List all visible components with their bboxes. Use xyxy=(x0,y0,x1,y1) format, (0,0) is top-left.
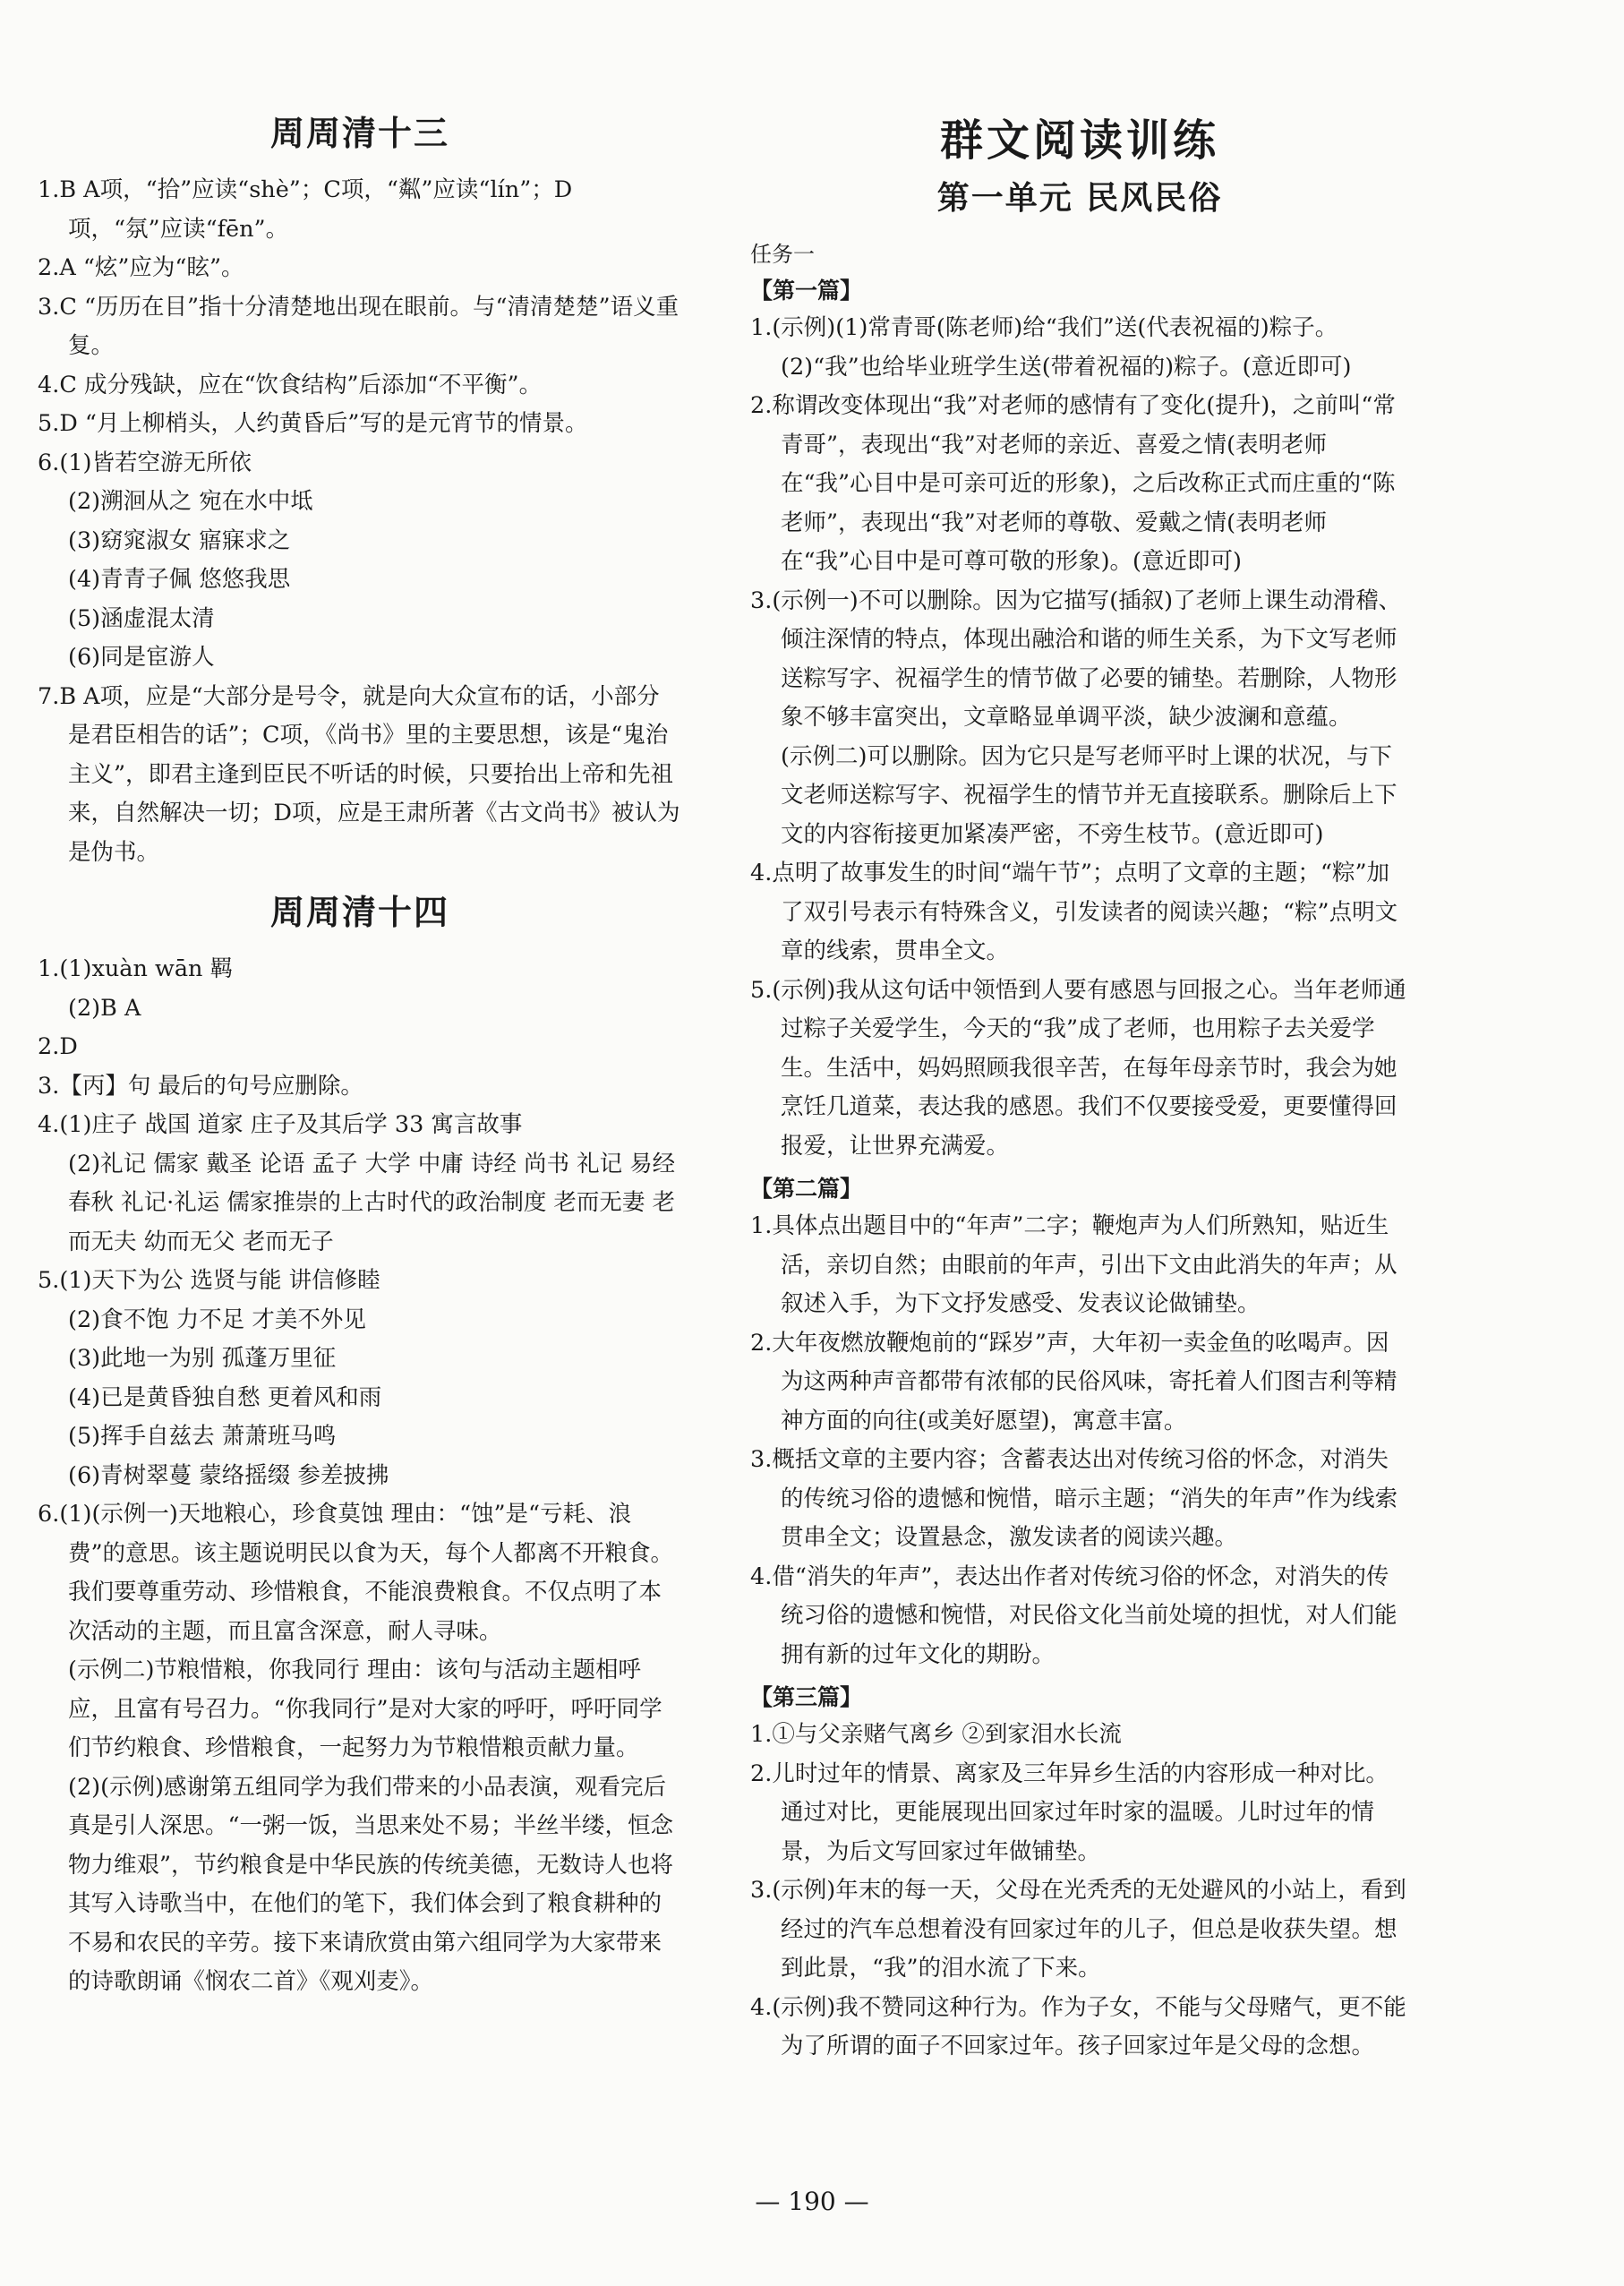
part-3-heading: 【第三篇】 xyxy=(750,1684,863,1710)
answer-item: (5)挥手自兹去 萧萧班马鸣 xyxy=(68,1423,337,1450)
answer-item: 4.(1)庄子 战国 道家 庄子及其后学 33 寓言故事 xyxy=(38,1111,523,1138)
answer-item: 6.(1)(示例一)天地粮心，珍食莫蚀 理由：“蚀”是“亏耗、浪费”的意思。该主题说明民以食为天，每个人都离不开粮食。我们要尊重劳动、珍惜粮食，不能浪费粮食。不仅点明了本次活动的主题，而且富含深意，耐人寻味。 xyxy=(38,1501,674,1645)
answer-item: 2.儿时过年的情景、离家及三年异乡生活的内容形成一种对比。通过对比，更能展现出回家过年时家的温暖。儿时过年的情景，为后文写回家过年做铺垫。 xyxy=(750,1759,1389,1865)
answer-item: 1.(1)xuàn wān 羁 xyxy=(38,955,234,982)
answer-item: (2)食不饱 力不足 才美不外见 xyxy=(68,1306,366,1333)
answer-item: (6)同是宦游人 xyxy=(68,644,215,671)
answer-item: 2.D xyxy=(38,1033,78,1060)
answer-item: 4.借“消失的年声”，表达出作者对传统习俗的怀念，对消失的传统习俗的遗憾和惋惜，对民俗文化当前处境的担忧，对人们能拥有新的过年文化的期盼。 xyxy=(750,1563,1397,1668)
answer-item: (4)已是黄昏独自愁 更着风和雨 xyxy=(68,1383,382,1411)
part-2-answers xyxy=(750,1207,1409,1674)
part-3-answers xyxy=(750,1716,1409,2067)
unit-title: 第一单元 民风民俗 xyxy=(936,180,1223,217)
answer-item: 3.【丙】句 最后的句号应删除。 xyxy=(38,1072,363,1100)
left-column xyxy=(38,98,682,2002)
answer-item: 2.A “炫”应为“眩”。 xyxy=(38,254,244,281)
answer-item: (示例二)可以删除。因为它只是写老师平时上课的状况，与下文老师送粽写字、祝福学生的情节并无直接联系。删除后上下文的内容衔接更加紧凑严密，不旁生枝节。(意近即可) xyxy=(781,742,1397,848)
answer-item: (2)“我”也给毕业班学生送(带着祝福的)粽子。(意近即可) xyxy=(781,353,1352,381)
page-number: — 190 — xyxy=(755,2187,869,2216)
section-title-13: 周周清十三 xyxy=(269,114,449,153)
answer-item: (2)(示例)感谢第五组同学为我们带来的小品表演，观看完后真是引人深思。“一粥一饭，当思来处不易；半丝半缕，恒念物力维艰”，节约粮食是中华民族的传统美德，无数诗人也将其写入诗歌当中，在他们的笔下，我们体会到了粮食耕种的不易和农民的辛劳。接下来请欣赏由第六组同学为大家带来的诗歌朗诵《悯农二首》《观刈麦》。 xyxy=(68,1773,674,1995)
answer-item: 2.称谓改变体现出“我”对老师的感情有了变化(提升)，之前叫“常青哥”，表现出“我”对老师的亲近、喜爱之情(表明老师在“我”心目中是可亲可近的形象)，之后改称正式而庄重的“陈老师”，表现出“我”对老师的尊敬、爱戴之情(表明老师在“我”心目中是可尊可敬的形象)。(意近即可) xyxy=(750,392,1396,575)
main-title: 群文阅读训练 xyxy=(939,116,1219,166)
answer-item: (4)青青子佩 悠悠我思 xyxy=(68,566,291,593)
answer-item: 4.点明了故事发生的时间“端午节”；点明了文章的主题；“粽”加了双引号表示有特殊含义，引发读者的阅读兴趣；“粽”点明文章的线索，贯串全文。 xyxy=(750,860,1398,964)
answer-item: 7.B A项，应是“大部分是号令，就是向大众宣布的话，小部分是君臣相告的话”；C项，《尚书》里的主要思想，该是“鬼治主义”，即君主逢到臣民不听话的时候，只要抬出上帝和先祖来，自然解决一切；D项，应是王肃所著《古文尚书》被认为是伪书。 xyxy=(38,682,680,866)
answer-item: 6.(1)皆若空游无所依 xyxy=(38,449,252,476)
part-2-heading: 【第二篇】 xyxy=(750,1176,863,1202)
answer-item: 5.(示例)我从这句话中领悟到人要有感恩与回报之心。当年老师通过粽子关爱学生，今天的“我”成了老师，也用粽子去关爱学生。生活中，妈妈照顾我很辛苦，在每年母亲节时，我会为她烹饪几道菜，表达我的感恩。我们不仅要接受爱，更要懂得回报爱，让世界充满爱。 xyxy=(750,976,1406,1160)
answer-item: 1.(示例)(1)常青哥(陈老师)给“我们”送(代表祝福的)粽子。 xyxy=(750,314,1338,341)
answer-item: 5.(1)天下为公 选贤与能 讲信修睦 xyxy=(38,1267,380,1294)
part-1-answers xyxy=(750,309,1409,1166)
answer-item: 3.概括文章的主要内容；含蓄表达出对传统习俗的怀念，对消失的传统习俗的遗憾和惋惜，暗示主题；“消失的年声”作为线索贯串全文；设置悬念，激发读者的阅读兴趣。 xyxy=(750,1446,1398,1551)
right-column xyxy=(750,106,1409,2067)
answer-item: (3)窈窕淑女 寤寐求之 xyxy=(68,527,291,554)
answer-item: 3.(示例)年末的每一天，父母在光秃秃的无处避风的小站上，看到经过的汽车总想着没有回家过年的儿子，但总是收获失望。想到此景，“我”的泪水流了下来。 xyxy=(750,1877,1406,1982)
answer-item: (3)此地一为别 孤蓬万里征 xyxy=(68,1345,337,1372)
section-title-14: 周周清十四 xyxy=(269,893,449,932)
section-14-answers xyxy=(38,950,682,2002)
answer-item: 3.(示例一)不可以删除。因为它描写(插叙)了老师上课生动滑稽、倾注深情的特点，体现出融洽和谐的师生关系，为下文写老师送粽写字、祝福学生的情节做了必要的铺垫。若删除，人物形象不够丰富突出，文章略显单调平淡，缺少波澜和意蕴。 xyxy=(750,586,1402,731)
answer-item: 5.D “月上柳梢头，人约黄昏后”写的是元宵节的情景。 xyxy=(38,410,588,437)
answer-item: 4.(示例)我不赞同这种行为。作为子女，不能与父母赌气，更不能为了所谓的面子不回家过年。孩子回家过年是父母的念想。 xyxy=(750,1993,1406,2059)
answer-item: 1.具体点出题目中的“年声”二字；鞭炮声为人们所熟知，贴近生活，亲切自然；由眼前的年声，引出下文由此消失的年声；从叙述入手，为下文抒发感受、发表议论做铺垫。 xyxy=(750,1212,1397,1317)
answer-item: 2.大年夜燃放鞭炮前的“踩岁”声，大年初一卖金鱼的吆喝声。因为这两种声音都带有浓郁的民俗风味，寄托着人们图吉利等精神方面的向往(或美好愿望)，寓意丰富。 xyxy=(750,1329,1397,1434)
section-13-answers xyxy=(38,171,682,872)
part-1-heading: 【第一篇】 xyxy=(750,278,863,304)
answer-item: 1.①与父亲赌气离乡 ②到家泪水长流 xyxy=(750,1721,1122,1748)
answer-item: (2)B A xyxy=(68,994,141,1022)
answer-item: 4.C 成分残缺，应在“饮食结构”后添加“不平衡”。 xyxy=(38,371,543,398)
task-label: 任务一 xyxy=(750,242,815,267)
answer-item: (6)青树翠蔓 蒙络摇缀 参差披拂 xyxy=(68,1461,389,1489)
answer-item: (2)溯洄从之 宛在水中坻 xyxy=(68,488,313,515)
answer-item: (5)涵虚混太清 xyxy=(68,604,215,632)
answer-item: 3.C “历历在目”指十分清楚地出现在眼前。与“清清楚楚”语义重复。 xyxy=(38,293,680,359)
answer-item: (示例二)节粮惜粮，你我同行 理由：该句与活动主题相呼应，且富有号召力。“你我同行”是对大家的呼吁，呼吁同学们节约粮食、珍惜粮食，一起努力为节粮惜粮贡献力量。 xyxy=(68,1657,662,1761)
answer-item: (2)礼记 儒家 戴圣 论语 孟子 大学 中庸 诗经 尚书 礼记 易经 春秋 礼记·礼运 儒家推崇的上古时代的政治制度 老而无妻 老而无夫 幼而无父 老而无子 xyxy=(68,1150,676,1255)
answer-item: 1.B A项，“拾”应读“shè”；C项，“粼”应读“lín”；D项，“氛”应读“fēn”。 xyxy=(38,176,573,243)
